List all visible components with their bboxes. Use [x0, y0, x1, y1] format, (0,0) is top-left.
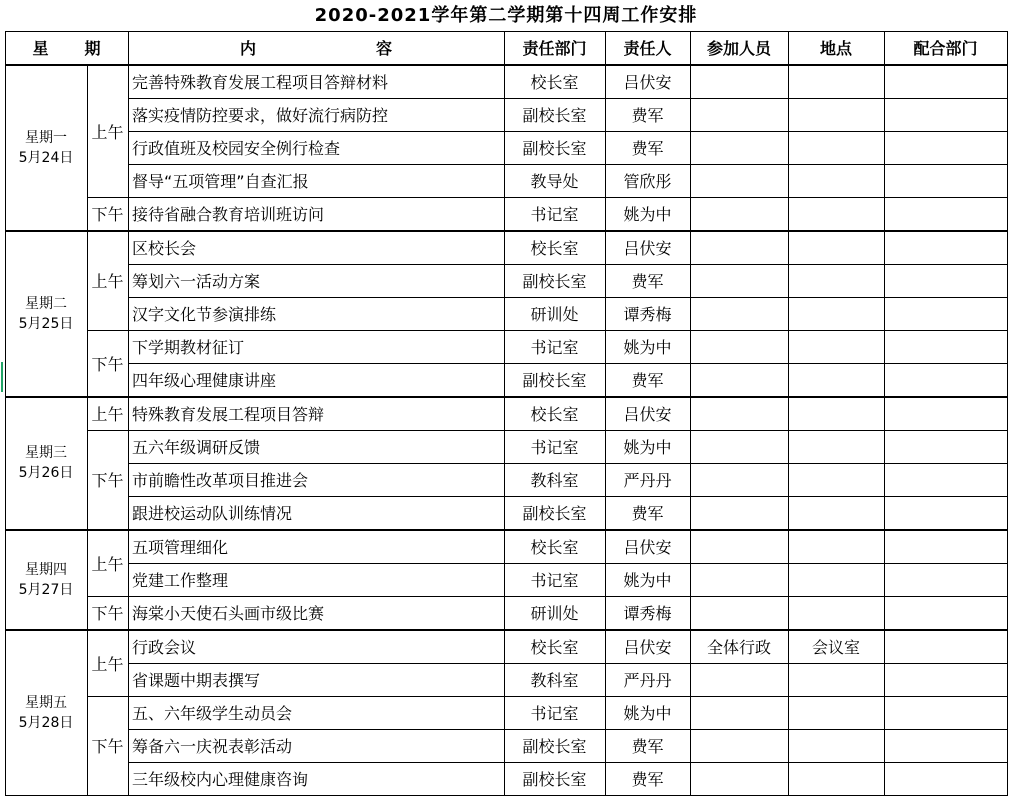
- period-label[interactable]: 下午: [91, 354, 124, 374]
- coop-dept-cell[interactable]: [884, 696, 1007, 729]
- grid-line: [690, 397, 691, 529]
- header-weekday-b: 期: [84, 39, 101, 58]
- grid-line: [1007, 31, 1008, 64]
- coop-dept-cell[interactable]: [884, 430, 1007, 463]
- grid-line: [605, 231, 606, 396]
- responsible-dept-cell[interactable]: 校长室: [530, 239, 579, 258]
- responsible-person-cell[interactable]: 严丹丹: [623, 671, 672, 690]
- task-content-cell[interactable]: 行政会议: [132, 638, 197, 657]
- weekday-name: 星期三: [25, 445, 67, 461]
- responsible-dept-cell[interactable]: 教导处: [530, 172, 579, 191]
- grid-line: [5, 397, 6, 529]
- participants-cell[interactable]: [690, 762, 788, 795]
- grid-line: [690, 31, 691, 64]
- period-label[interactable]: 上午: [91, 272, 124, 291]
- responsible-person-cell[interactable]: 姚为中: [623, 205, 672, 224]
- participants-cell[interactable]: [690, 131, 788, 164]
- location-cell[interactable]: [788, 496, 884, 529]
- responsible-dept-cell[interactable]: 校长室: [530, 538, 579, 557]
- task-content-cell[interactable]: 接待省融合教育培训班访问: [132, 205, 325, 224]
- participants-cell[interactable]: [690, 496, 788, 529]
- responsible-person-cell[interactable]: 吕伏安: [623, 538, 672, 557]
- grid-line: [605, 397, 606, 529]
- location-cell[interactable]: [788, 430, 884, 463]
- responsible-person-cell[interactable]: 谭秀梅: [623, 604, 672, 623]
- grid-line: [504, 65, 505, 230]
- weekday-date: 5月24日: [18, 149, 74, 166]
- task-content-cell[interactable]: 五六年级调研反馈: [132, 438, 261, 457]
- header-location[interactable]: 地点: [819, 39, 852, 58]
- participants-cell[interactable]: [690, 297, 788, 330]
- responsible-person-cell[interactable]: 费军: [631, 770, 664, 789]
- location-cell[interactable]: [788, 264, 884, 297]
- participants-cell[interactable]: [690, 663, 788, 696]
- coop-dept-cell[interactable]: [884, 496, 1007, 529]
- responsible-person-cell[interactable]: 姚为中: [623, 571, 672, 590]
- grid-line: [128, 65, 129, 230]
- coop-dept-cell[interactable]: [884, 397, 1007, 430]
- task-content-cell[interactable]: 市前瞻性改革项目推进会: [132, 471, 309, 490]
- participants-cell[interactable]: [690, 696, 788, 729]
- location-cell[interactable]: [788, 762, 884, 795]
- participants-cell[interactable]: [690, 463, 788, 496]
- period-label[interactable]: 下午: [91, 471, 124, 490]
- participants-cell[interactable]: [690, 563, 788, 596]
- task-content-cell[interactable]: 五、六年级学生动员会: [132, 704, 293, 723]
- grid-line: [1007, 65, 1008, 230]
- grid-line: [504, 31, 505, 64]
- weekday-date: 5月28日: [18, 714, 74, 731]
- responsible-dept-cell[interactable]: 副校长室: [522, 770, 587, 789]
- header-coop[interactable]: 配合部门: [913, 39, 978, 58]
- responsible-dept-cell[interactable]: 书记室: [530, 571, 579, 590]
- responsible-person-cell[interactable]: 费军: [631, 371, 664, 390]
- grid-line: [788, 65, 789, 230]
- task-content-cell[interactable]: 筹划六一活动方案: [132, 272, 261, 291]
- participants-cell[interactable]: [690, 65, 788, 98]
- grid-line: [128, 397, 129, 529]
- coop-dept-cell[interactable]: [884, 98, 1007, 131]
- coop-dept-cell[interactable]: [884, 363, 1007, 396]
- coop-dept-cell[interactable]: [884, 297, 1007, 330]
- grid-line: [128, 630, 129, 795]
- grid-line: [5, 31, 6, 64]
- coop-dept-cell[interactable]: [884, 197, 1007, 230]
- responsible-dept-cell[interactable]: 书记室: [530, 338, 579, 357]
- grid-line: [1007, 231, 1008, 396]
- responsible-dept-cell[interactable]: 副校长室: [522, 737, 587, 756]
- responsible-person-cell[interactable]: 吕伏安: [623, 638, 672, 657]
- grid-line: [605, 65, 606, 230]
- responsible-person-cell[interactable]: 吕伏安: [623, 239, 672, 258]
- coop-dept-cell[interactable]: [884, 596, 1007, 629]
- period-label[interactable]: 下午: [91, 737, 124, 756]
- task-content-cell[interactable]: 三年级校内心理健康咨询: [132, 770, 309, 789]
- weekday-cell[interactable]: [5, 231, 87, 396]
- grid-line: [5, 31, 1008, 32]
- responsible-person-cell[interactable]: 吕伏安: [623, 73, 672, 92]
- responsible-person-cell[interactable]: 姚为中: [623, 438, 672, 457]
- grid-line: [1007, 530, 1008, 629]
- grid-line: [788, 397, 789, 529]
- responsible-dept-cell[interactable]: 副校长室: [522, 504, 587, 523]
- responsible-person-cell[interactable]: 费军: [631, 139, 664, 158]
- responsible-dept-cell[interactable]: 研训处: [530, 604, 579, 623]
- grid-line: [87, 231, 88, 396]
- grid-line: [605, 31, 606, 64]
- grid-line: [5, 630, 6, 795]
- grid-line: [128, 231, 129, 396]
- responsible-dept-cell[interactable]: 书记室: [530, 205, 579, 224]
- task-content-cell[interactable]: 筹备六一庆祝表彰活动: [132, 737, 293, 756]
- responsible-dept-cell[interactable]: 研训处: [530, 305, 579, 324]
- participants-cell[interactable]: 全体行政: [706, 638, 771, 657]
- responsible-person-cell[interactable]: 费军: [631, 106, 664, 125]
- responsible-dept-cell[interactable]: 副校长室: [522, 371, 587, 390]
- responsible-person-cell[interactable]: 姚为中: [623, 704, 672, 723]
- participants-cell[interactable]: [690, 264, 788, 297]
- responsible-person-cell[interactable]: 费军: [631, 737, 664, 756]
- location-cell[interactable]: [788, 563, 884, 596]
- participants-cell[interactable]: [690, 530, 788, 563]
- participants-cell[interactable]: [690, 397, 788, 430]
- coop-dept-cell[interactable]: [884, 663, 1007, 696]
- responsible-dept-cell[interactable]: 副校长室: [522, 106, 587, 125]
- task-content-cell[interactable]: 汉字文化节参演排练: [132, 305, 277, 324]
- grid-line: [1007, 397, 1008, 529]
- period-label[interactable]: 上午: [91, 405, 124, 424]
- task-content-cell[interactable]: 完善特殊教育发展工程项目答辩材料: [132, 73, 389, 92]
- header-content[interactable]: [128, 31, 504, 64]
- task-content-cell[interactable]: 海棠小天使石头画市级比赛: [132, 604, 325, 623]
- task-content-cell[interactable]: 区校长会: [132, 239, 197, 258]
- weekday-date: 5月26日: [18, 465, 74, 481]
- grid-line: [87, 397, 88, 529]
- header-weekday[interactable]: [5, 31, 128, 64]
- location-cell[interactable]: [788, 231, 884, 264]
- location-cell[interactable]: [788, 197, 884, 230]
- participants-cell[interactable]: [690, 596, 788, 629]
- participants-cell[interactable]: [690, 363, 788, 396]
- responsible-dept-cell[interactable]: 书记室: [530, 438, 579, 457]
- location-cell[interactable]: [788, 696, 884, 729]
- responsible-person-cell[interactable]: 费军: [631, 504, 664, 523]
- grid-line: [788, 231, 789, 396]
- grid-line: [690, 65, 691, 230]
- task-content-cell[interactable]: 党建工作整理: [132, 571, 229, 590]
- coop-dept-cell[interactable]: [884, 729, 1007, 762]
- location-cell[interactable]: [788, 397, 884, 430]
- location-cell[interactable]: [788, 463, 884, 496]
- grid-line: [504, 530, 505, 629]
- responsible-dept-cell[interactable]: 副校长室: [522, 139, 587, 158]
- participants-cell[interactable]: [690, 164, 788, 197]
- grid-line: [5, 530, 6, 629]
- sheet-title[interactable]: 2020-2021学年第二学期第十四周工作安排: [314, 5, 698, 26]
- responsible-dept-cell[interactable]: 校长室: [530, 405, 579, 424]
- task-content-cell[interactable]: 落实疫情防控要求，做好流行病防控: [132, 106, 389, 125]
- grid-line: [690, 530, 691, 629]
- weekday-cell[interactable]: [5, 630, 87, 795]
- responsible-dept-cell[interactable]: 教科室: [530, 671, 579, 690]
- location-cell[interactable]: [788, 330, 884, 363]
- grid-line: [605, 630, 606, 795]
- grid-line: [690, 231, 691, 396]
- header-content-b: 容: [376, 39, 393, 58]
- header-weekday-a: 星: [32, 39, 49, 58]
- grid-line: [87, 65, 88, 230]
- coop-dept-cell[interactable]: [884, 563, 1007, 596]
- grid-line: [504, 231, 505, 396]
- location-cell[interactable]: [788, 65, 884, 98]
- weekday-cell[interactable]: [5, 65, 87, 230]
- coop-dept-cell[interactable]: [884, 463, 1007, 496]
- task-content-cell[interactable]: 跟进校运动队训练情况: [132, 504, 293, 523]
- weekday-name: 星期二: [25, 295, 67, 312]
- coop-dept-cell[interactable]: [884, 264, 1007, 297]
- task-content-cell[interactable]: 四年级心理健康讲座: [132, 371, 277, 390]
- period-label[interactable]: 上午: [91, 122, 124, 142]
- coop-dept-cell[interactable]: [884, 131, 1007, 164]
- responsible-dept-cell[interactable]: 副校长室: [522, 272, 587, 291]
- coop-dept-cell[interactable]: [884, 530, 1007, 563]
- grid-line: [884, 530, 885, 629]
- participants-cell[interactable]: [690, 231, 788, 264]
- period-label[interactable]: 上午: [91, 554, 124, 574]
- participants-cell[interactable]: [690, 330, 788, 363]
- responsible-dept-cell[interactable]: 书记室: [530, 704, 579, 723]
- grid-line: [128, 31, 129, 64]
- participants-cell[interactable]: [690, 729, 788, 762]
- responsible-person-cell[interactable]: 严丹丹: [623, 471, 672, 490]
- grid-line: [788, 630, 789, 795]
- weekday-cell[interactable]: [5, 530, 87, 629]
- task-content-cell[interactable]: 督导“五项管理”自查汇报: [132, 172, 309, 191]
- header-participants[interactable]: 参加人员: [706, 39, 771, 58]
- header-content-a: 内: [239, 39, 256, 58]
- header-person[interactable]: 责任人: [623, 39, 672, 58]
- responsible-dept-cell[interactable]: 校长室: [530, 73, 579, 92]
- task-content-cell[interactable]: 行政值班及校园安全例行检查: [132, 139, 341, 158]
- participants-cell[interactable]: [690, 98, 788, 131]
- grid-line: [788, 31, 789, 64]
- location-cell[interactable]: [788, 363, 884, 396]
- weekday-date: 5月27日: [18, 581, 74, 598]
- weekday-date: 5月25日: [18, 315, 74, 332]
- participants-cell[interactable]: [690, 197, 788, 230]
- location-cell[interactable]: 会议室: [811, 638, 860, 657]
- coop-dept-cell[interactable]: [884, 164, 1007, 197]
- grid-line: [504, 397, 505, 529]
- weekday-name: 星期四: [25, 561, 67, 578]
- responsible-person-cell[interactable]: 费军: [631, 272, 664, 291]
- location-cell[interactable]: [788, 98, 884, 131]
- period-label[interactable]: 上午: [91, 654, 124, 674]
- responsible-person-cell[interactable]: 姚为中: [623, 338, 672, 357]
- grid-line: [87, 630, 88, 795]
- responsible-dept-cell[interactable]: 教科室: [530, 471, 579, 490]
- grid-line: [504, 630, 505, 795]
- grid-line: [884, 31, 885, 64]
- period-label[interactable]: 下午: [91, 604, 124, 623]
- grid-line: [5, 231, 6, 396]
- grid-line: [884, 65, 885, 230]
- location-cell[interactable]: [788, 164, 884, 197]
- location-cell[interactable]: [788, 530, 884, 563]
- coop-dept-cell[interactable]: [884, 762, 1007, 795]
- coop-dept-cell[interactable]: [884, 65, 1007, 98]
- grid-line: [87, 530, 88, 629]
- task-content-cell[interactable]: 五项管理细化: [132, 538, 229, 557]
- responsible-person-cell[interactable]: 谭秀梅: [623, 305, 672, 324]
- coop-dept-cell[interactable]: [884, 231, 1007, 264]
- grid-line: [5, 65, 6, 230]
- task-content-cell[interactable]: 特殊教育发展工程项目答辩: [132, 405, 325, 424]
- location-cell[interactable]: [788, 131, 884, 164]
- location-cell[interactable]: [788, 596, 884, 629]
- task-content-cell[interactable]: 省课题中期表撰写: [132, 671, 261, 690]
- weekday-name: 星期五: [25, 694, 67, 711]
- grid-line: [884, 630, 885, 795]
- period-label[interactable]: 下午: [91, 205, 124, 224]
- location-cell[interactable]: [788, 663, 884, 696]
- grid-line: [788, 530, 789, 629]
- weekday-name: 星期一: [25, 129, 67, 146]
- weekday-cell[interactable]: [5, 397, 87, 529]
- header-dept[interactable]: 责任部门: [522, 39, 587, 58]
- grid-line: [1007, 630, 1008, 795]
- responsible-person-cell[interactable]: 管欣彤: [623, 172, 672, 191]
- coop-dept-cell[interactable]: [884, 630, 1007, 663]
- grid-line: [884, 231, 885, 396]
- grid-line: [128, 530, 129, 629]
- grid-line: [690, 630, 691, 795]
- location-cell[interactable]: [788, 729, 884, 762]
- location-cell[interactable]: [788, 297, 884, 330]
- row-selection-marker: [1, 362, 3, 392]
- participants-cell[interactable]: [690, 430, 788, 463]
- task-content-cell[interactable]: 下学期教材征订: [132, 338, 245, 357]
- grid-line: [884, 397, 885, 529]
- coop-dept-cell[interactable]: [884, 330, 1007, 363]
- responsible-person-cell[interactable]: 吕伏安: [623, 405, 672, 424]
- grid-line: [605, 530, 606, 629]
- responsible-dept-cell[interactable]: 校长室: [530, 638, 579, 657]
